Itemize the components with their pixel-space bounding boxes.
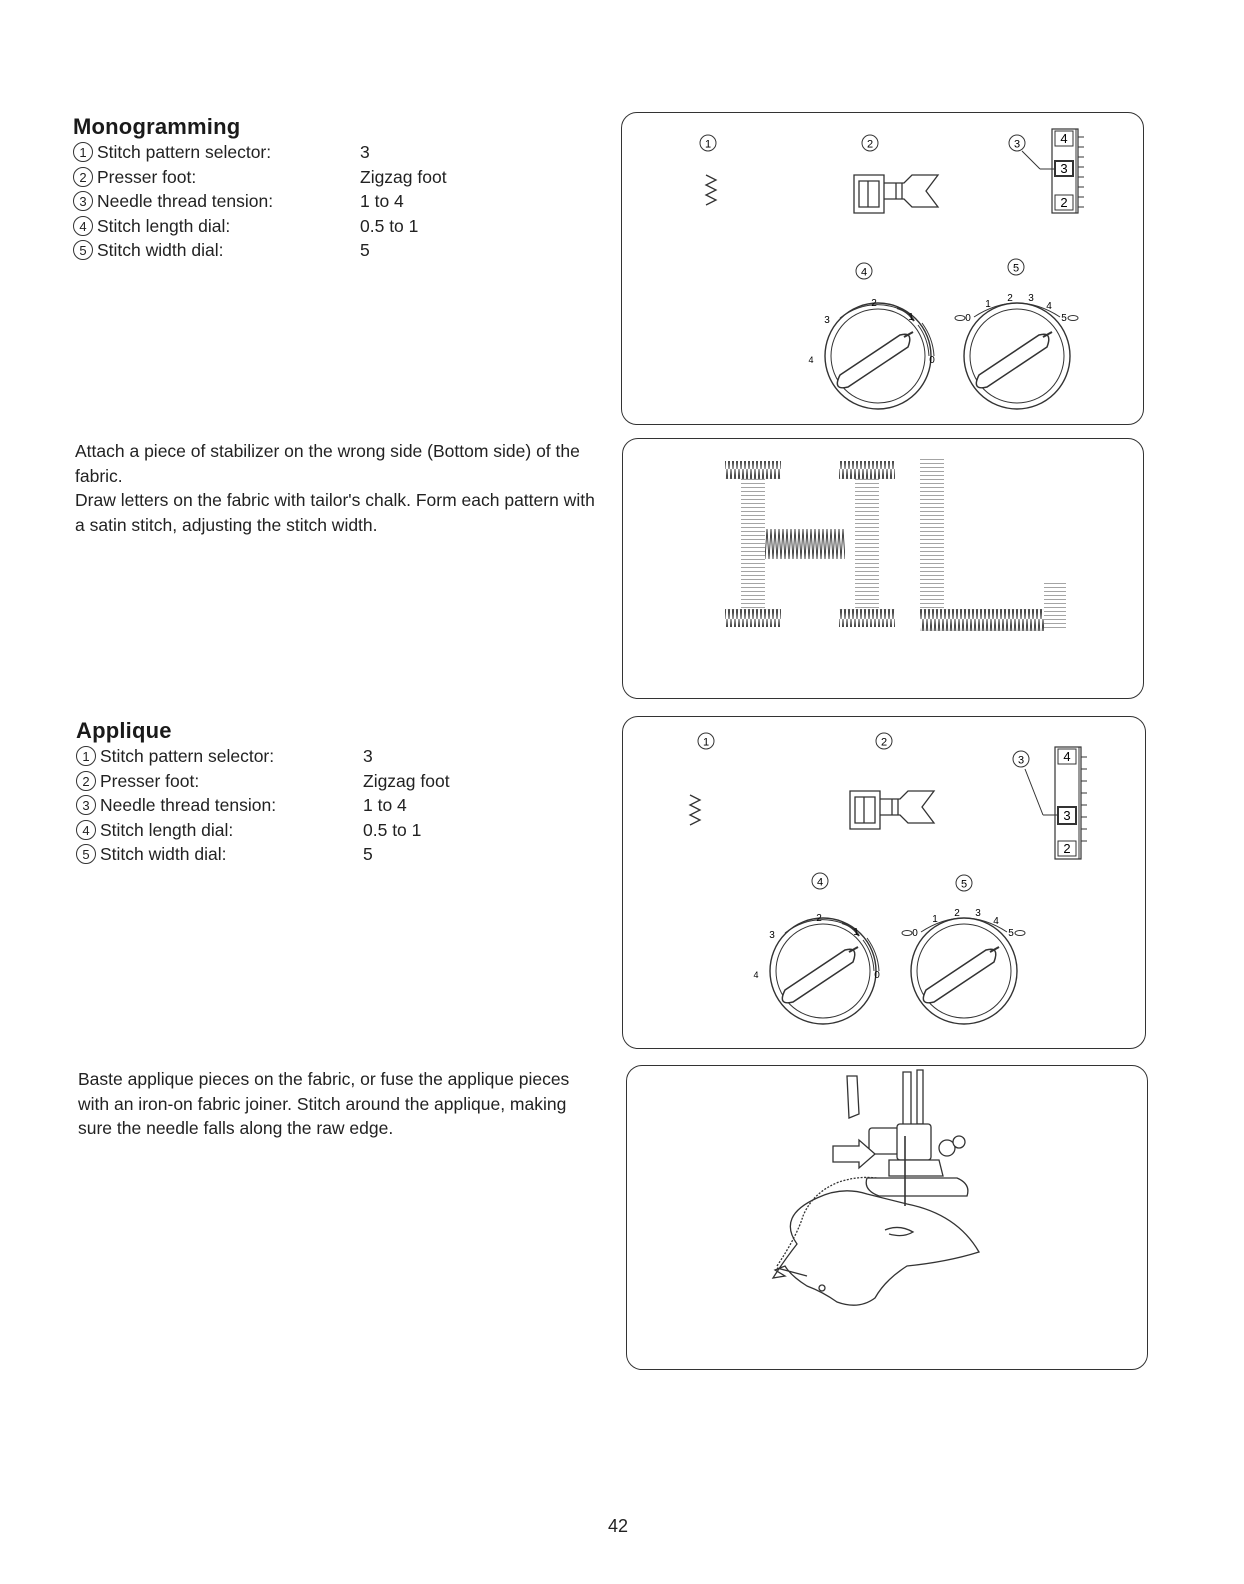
applique-heading: Applique: [76, 718, 172, 743]
callout-number: 4: [76, 820, 96, 840]
setting-value: 3: [360, 142, 370, 162]
setting-value: 1 to 4: [360, 191, 404, 211]
svg-text:0: 0: [912, 928, 918, 939]
setting-label: Presser foot:: [100, 770, 200, 791]
satin-stitch-letters-sample: [622, 438, 1144, 699]
setting-row: [73, 165, 447, 190]
setting-row: [76, 744, 450, 769]
svg-text:1: 1: [702, 736, 710, 749]
svg-text:1: 1: [932, 914, 938, 925]
setting-label: Stitch length dial:: [97, 215, 231, 236]
presser-foot-icon: [854, 175, 938, 213]
thread-tension-dial: [1022, 129, 1084, 213]
applique-instructions: [78, 1067, 598, 1141]
setting-row: [76, 769, 450, 794]
setting-label: Stitch pattern selector:: [97, 142, 272, 162]
stitch-width-dial: [955, 293, 1078, 409]
svg-text:2: 2: [954, 908, 960, 919]
svg-text:3: 3: [975, 908, 981, 919]
callout-number: 4: [73, 216, 93, 236]
applique-sewing-illustration: [626, 1065, 1148, 1370]
stitch-length-dial: [753, 913, 880, 1024]
callout-4: [812, 873, 828, 889]
svg-text:3: 3: [769, 930, 775, 941]
svg-text:2: 2: [880, 736, 888, 749]
settings-diagram-svg: [623, 717, 1147, 1050]
callout-5: [956, 875, 972, 891]
thread-tension-dial: [1025, 747, 1087, 859]
stitch-length-dial: [808, 298, 935, 409]
svg-text:3: 3: [1013, 138, 1021, 151]
svg-text:1: 1: [908, 312, 914, 323]
instruction-paragraph: Attach a piece of stabilizer on the wrong side (Bottom side) of the fabric.: [75, 441, 580, 486]
callout-2: [876, 733, 892, 749]
presser-foot-icon: [850, 791, 934, 829]
svg-text:4: 4: [1060, 131, 1068, 146]
setting-value: Zigzag foot: [363, 770, 450, 791]
svg-text:3: 3: [824, 315, 830, 326]
setting-row: [73, 214, 447, 239]
monogramming-settings: [73, 140, 447, 263]
monogramming-instructions: [75, 439, 605, 537]
setting-label: Needle thread tension:: [100, 795, 277, 815]
svg-text:5: 5: [1012, 262, 1020, 275]
setting-value: Zigzag foot: [360, 166, 447, 187]
svg-text:1: 1: [704, 138, 712, 151]
letter-l-satin-stitch: [920, 457, 1066, 631]
svg-text:5: 5: [1061, 313, 1067, 324]
applique-bird-svg: [627, 1066, 1149, 1371]
svg-text:0: 0: [874, 970, 880, 981]
stitch-width-dial: [902, 908, 1025, 1024]
setting-label: Stitch width dial:: [100, 844, 227, 864]
svg-text:5: 5: [960, 878, 968, 891]
presser-foot-needle-icon: [833, 1070, 968, 1206]
callout-number: 5: [76, 844, 96, 864]
monogramming-settings-diagram: [621, 112, 1144, 425]
setting-value: 0.5 to 1: [363, 819, 422, 840]
setting-value: 3: [363, 746, 373, 766]
svg-text:4: 4: [993, 916, 999, 927]
callout-4: [856, 263, 872, 279]
settings-diagram-svg: [622, 113, 1145, 426]
zigzag-stitch-icon: [690, 795, 700, 825]
callout-2: [862, 135, 878, 151]
callout-number: 1: [73, 142, 93, 162]
callout-number: 3: [73, 191, 93, 211]
setting-label: Stitch pattern selector:: [100, 746, 275, 766]
setting-value: 0.5 to 1: [360, 215, 419, 236]
svg-text:4: 4: [1063, 749, 1071, 764]
callout-number: 1: [76, 746, 96, 766]
setting-value: 5: [360, 240, 370, 260]
svg-text:4: 4: [860, 266, 868, 279]
instruction-paragraph: Draw letters on the fabric with tailor's chalk. Form each pattern with a satin stitch, adjusting the stitch width.: [75, 490, 595, 535]
svg-text:2: 2: [816, 913, 822, 924]
callout-number: 5: [73, 240, 93, 260]
setting-row: [73, 189, 447, 214]
instruction-paragraph: Baste applique pieces on the fabric, or fuse the applique pieces with an iron-on fabric joiner. Stitch around the applique, making sure the needle falls along the raw edge.: [78, 1069, 570, 1138]
svg-text:0: 0: [929, 355, 935, 366]
setting-row: [76, 842, 450, 867]
svg-text:2: 2: [1007, 293, 1013, 304]
applique-settings-diagram: [622, 716, 1146, 1049]
setting-row: [76, 818, 450, 843]
setting-label: Stitch length dial:: [100, 819, 234, 840]
hl-letters-svg: [623, 439, 1145, 700]
setting-label: Needle thread tension:: [97, 191, 274, 211]
callout-number: 3: [76, 795, 96, 815]
setting-row: [76, 793, 450, 818]
callout-3: [1009, 135, 1025, 151]
svg-text:0: 0: [965, 313, 971, 324]
svg-text:5: 5: [1008, 928, 1014, 939]
svg-text:4: 4: [808, 355, 814, 365]
zigzag-stitch-icon: [706, 175, 716, 205]
svg-text:1: 1: [985, 299, 991, 310]
svg-text:2: 2: [871, 298, 877, 309]
svg-text:2: 2: [866, 138, 874, 151]
svg-text:2: 2: [1063, 841, 1071, 856]
setting-value: 1 to 4: [363, 795, 407, 815]
letter-h-satin-stitch: [725, 461, 895, 627]
svg-text:3: 3: [1060, 161, 1068, 176]
page-number: 42: [607, 1516, 629, 1536]
svg-text:3: 3: [1017, 754, 1025, 767]
monogramming-heading: Monogramming: [73, 114, 241, 139]
applique-settings: [76, 744, 450, 867]
setting-label: Stitch width dial:: [97, 240, 224, 260]
callout-5: [1008, 259, 1024, 275]
setting-label: Presser foot:: [97, 166, 197, 187]
setting-row: [73, 238, 447, 263]
svg-text:4: 4: [753, 970, 759, 980]
svg-text:1: 1: [853, 927, 859, 938]
callout-number: 2: [73, 167, 93, 187]
svg-text:4: 4: [1046, 301, 1052, 312]
svg-text:3: 3: [1028, 293, 1034, 304]
setting-value: 5: [363, 844, 373, 864]
callout-3: [1013, 751, 1029, 767]
svg-text:2: 2: [1060, 195, 1068, 210]
svg-text:4: 4: [816, 876, 824, 889]
callout-1: [700, 135, 716, 151]
callout-number: 2: [76, 771, 96, 791]
svg-text:3: 3: [1063, 808, 1071, 823]
setting-row: [73, 140, 447, 165]
callout-1: [698, 733, 714, 749]
